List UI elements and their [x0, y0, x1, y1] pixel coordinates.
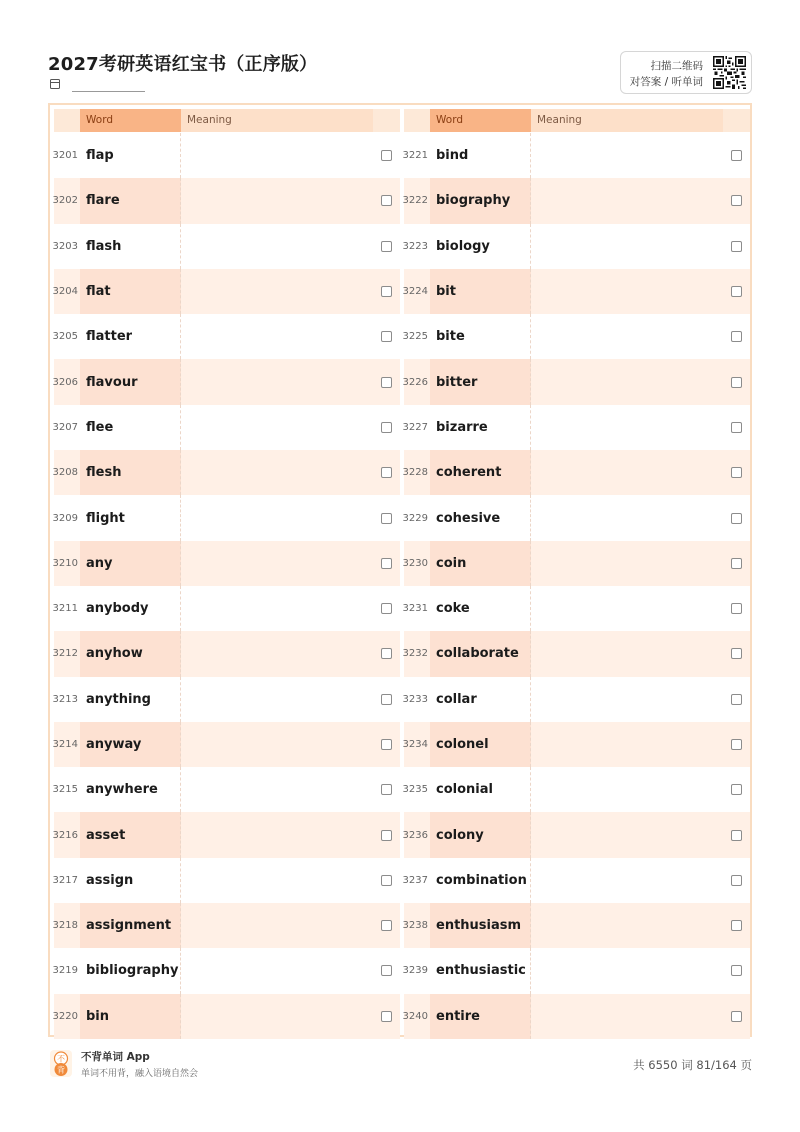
checkbox[interactable]: [731, 603, 742, 614]
word-number: 3229: [402, 512, 428, 524]
word-text: combination: [430, 858, 531, 903]
checkbox[interactable]: [731, 377, 742, 388]
word-number: 3202: [52, 195, 78, 207]
table-row: [54, 359, 400, 404]
word-text: flesh: [80, 450, 181, 495]
checkbox-cell: [373, 994, 400, 1039]
checkbox-cell: [723, 677, 750, 722]
checkbox-cell: [723, 314, 750, 359]
checkbox[interactable]: [381, 648, 392, 659]
word-number: 3222: [402, 195, 428, 207]
meaning-cell[interactable]: [181, 405, 373, 450]
meaning-cell[interactable]: [531, 858, 723, 903]
checkbox-cell: [723, 586, 750, 631]
word-number: 3232: [402, 648, 428, 660]
table-row: [404, 314, 750, 359]
checkbox[interactable]: [731, 286, 742, 297]
meaning-cell[interactable]: [531, 586, 723, 631]
word-number: 3237: [402, 874, 428, 886]
table-row: [404, 858, 750, 903]
word-number: 3214: [52, 739, 78, 750]
checkbox-cell: [723, 450, 750, 495]
table-row: [404, 722, 750, 767]
word-text: collaborate: [430, 631, 531, 676]
meaning-cell[interactable]: [531, 405, 723, 450]
table-row: [54, 586, 400, 631]
word-number: 3220: [52, 1010, 78, 1022]
checkbox-cell: [373, 133, 400, 178]
table-row: [54, 133, 400, 178]
word-text: bitter: [430, 359, 531, 404]
meaning-cell[interactable]: [531, 224, 723, 269]
meaning-cell[interactable]: [181, 178, 373, 223]
table-row: [54, 767, 400, 812]
checkbox-cell: [373, 858, 400, 903]
word-text: anyhow: [80, 631, 181, 676]
checkbox-cell: [373, 405, 400, 450]
table-row: [404, 450, 750, 495]
table-row: [404, 541, 750, 586]
checkbox-cell: [723, 495, 750, 540]
word-number: 3240: [402, 1010, 428, 1022]
meaning-cell[interactable]: [181, 269, 373, 314]
checkbox[interactable]: [381, 513, 392, 524]
table-row: [404, 586, 750, 631]
checkbox-cell: [723, 722, 750, 767]
qr-caption-line2: 对答案 / 听单词: [629, 76, 703, 88]
qr-panel[interactable]: [620, 51, 752, 94]
word-number: 3225: [402, 331, 428, 343]
checkbox-cell: [723, 767, 750, 812]
table-row: [404, 405, 750, 450]
word-number: 3210: [52, 557, 78, 569]
word-text: biography: [430, 178, 531, 223]
checkbox[interactable]: [381, 694, 392, 705]
checkbox[interactable]: [731, 558, 742, 569]
meaning-cell[interactable]: [181, 903, 373, 948]
meaning-cell[interactable]: [181, 677, 373, 722]
checkbox-cell: [373, 903, 400, 948]
word-number: 3208: [52, 467, 78, 479]
checkbox[interactable]: [731, 965, 742, 976]
checkbox[interactable]: [731, 739, 742, 750]
word-text: assign: [80, 858, 181, 903]
meaning-cell[interactable]: [181, 722, 373, 767]
checkbox[interactable]: [731, 513, 742, 524]
word-text: any: [80, 541, 181, 586]
checkbox[interactable]: [381, 150, 392, 161]
meaning-cell[interactable]: [531, 495, 723, 540]
checkbox[interactable]: [381, 603, 392, 614]
checkbox-cell: [373, 359, 400, 404]
checkbox-cell: [373, 450, 400, 495]
table-row: [404, 178, 750, 223]
table-header: [54, 109, 400, 132]
table-row: [54, 812, 400, 857]
word-text: flap: [80, 133, 181, 178]
checkbox[interactable]: [731, 150, 742, 161]
vocabulary-sheet: [48, 103, 752, 1037]
table-row: [54, 178, 400, 223]
checkbox-cell: [373, 767, 400, 812]
checkbox-cell: [373, 812, 400, 857]
word-text: flatter: [80, 314, 181, 359]
checkbox-cell: [373, 677, 400, 722]
word-number: 3227: [402, 421, 428, 433]
meaning-cell[interactable]: [181, 450, 373, 495]
word-text: bit: [430, 269, 531, 314]
calendar-icon: [50, 79, 60, 89]
word-text: entire: [430, 994, 531, 1039]
word-number: 3234: [402, 739, 428, 750]
meaning-cell[interactable]: [531, 903, 723, 948]
checkbox-cell: [723, 812, 750, 857]
table-row: [54, 631, 400, 676]
word-number: 3209: [52, 512, 78, 524]
checkbox[interactable]: [381, 875, 392, 886]
meaning-cell[interactable]: [181, 133, 373, 178]
checkbox[interactable]: [381, 739, 392, 750]
checkbox-cell: [373, 269, 400, 314]
word-number: 3218: [52, 920, 78, 932]
word-text: colonel: [430, 722, 531, 767]
logo-glyph-top: 不: [57, 1054, 65, 1064]
meaning-cell[interactable]: [181, 994, 373, 1039]
checkbox[interactable]: [381, 830, 392, 841]
checkbox[interactable]: [731, 830, 742, 841]
meaning-cell[interactable]: [181, 948, 373, 993]
checkbox-cell: [373, 314, 400, 359]
table-row: [54, 495, 400, 540]
table-row: [54, 269, 400, 314]
header-word: Word: [430, 109, 531, 132]
word-number: 3219: [52, 965, 78, 977]
word-text: flare: [80, 178, 181, 223]
checkbox-cell: [723, 994, 750, 1039]
table-row: [404, 269, 750, 314]
qr-caption-line1: 扫描二维码: [650, 60, 703, 72]
checkbox[interactable]: [381, 331, 392, 342]
table-header: [404, 109, 750, 132]
meaning-cell[interactable]: [531, 133, 723, 178]
checkbox-cell: [373, 948, 400, 993]
header-meaning: Meaning: [531, 109, 723, 132]
word-number: 3212: [52, 648, 78, 660]
word-number: 3235: [402, 784, 428, 796]
word-number: 3206: [52, 376, 78, 388]
table-row: [54, 450, 400, 495]
checkbox[interactable]: [731, 195, 742, 206]
meaning-cell[interactable]: [531, 948, 723, 993]
table-row: [54, 677, 400, 722]
word-number: 3211: [52, 603, 78, 615]
word-number: 3239: [402, 965, 428, 977]
table-row: [404, 631, 750, 676]
word-text: flee: [80, 405, 181, 450]
word-text: coin: [430, 541, 531, 586]
checkbox[interactable]: [731, 694, 742, 705]
page-title: 2027考研英语红宝书（正序版）: [48, 54, 318, 75]
checkbox-cell: [723, 948, 750, 993]
word-text: collar: [430, 677, 531, 722]
word-text: biology: [430, 224, 531, 269]
word-number: 3215: [52, 784, 78, 796]
checkbox-cell: [723, 903, 750, 948]
checkbox[interactable]: [381, 377, 392, 388]
word-text: colonial: [430, 767, 531, 812]
table-row: [54, 903, 400, 948]
meaning-cell[interactable]: [181, 359, 373, 404]
word-text: flavour: [80, 359, 181, 404]
word-list: [404, 133, 750, 1039]
meaning-cell[interactable]: [181, 858, 373, 903]
checkbox-cell: [373, 178, 400, 223]
checkbox-cell: [723, 858, 750, 903]
meaning-cell[interactable]: [181, 495, 373, 540]
table-row: [54, 858, 400, 903]
word-text: bite: [430, 314, 531, 359]
word-column-left: [54, 108, 400, 1035]
word-text: flash: [80, 224, 181, 269]
word-text: coke: [430, 586, 531, 631]
table-row: [54, 541, 400, 586]
table-row: [54, 405, 400, 450]
checkbox[interactable]: [381, 467, 392, 478]
qr-code-icon[interactable]: [713, 56, 746, 89]
meaning-cell[interactable]: [181, 586, 373, 631]
table-row: [54, 314, 400, 359]
meaning-cell[interactable]: [181, 224, 373, 269]
word-number: 3228: [402, 467, 428, 479]
word-text: asset: [80, 812, 181, 857]
checkbox[interactable]: [381, 195, 392, 206]
meaning-cell[interactable]: [531, 994, 723, 1039]
word-text: flat: [80, 269, 181, 314]
word-text: flight: [80, 495, 181, 540]
page-counter: 共 6550 词 81/164 页: [633, 1058, 752, 1072]
word-number: 3201: [52, 150, 78, 162]
checkbox-cell: [373, 541, 400, 586]
word-number: 3203: [52, 240, 78, 252]
checkbox-cell: [373, 586, 400, 631]
checkbox-cell: [723, 269, 750, 314]
checkbox[interactable]: [731, 241, 742, 252]
checkbox[interactable]: [731, 648, 742, 659]
checkbox[interactable]: [731, 875, 742, 886]
word-number: 3230: [402, 557, 428, 569]
word-text: anywhere: [80, 767, 181, 812]
word-number: 3231: [402, 603, 428, 615]
meaning-cell[interactable]: [531, 677, 723, 722]
word-number: 3221: [402, 150, 428, 162]
word-number: 3204: [52, 286, 78, 298]
qr-caption: [630, 58, 703, 90]
table-row: [404, 812, 750, 857]
word-number: 3205: [52, 331, 78, 343]
checkbox[interactable]: [381, 241, 392, 252]
word-number: 3216: [52, 829, 78, 841]
word-text: bind: [430, 133, 531, 178]
word-text: anything: [80, 677, 181, 722]
table-row: [404, 133, 750, 178]
checkbox[interactable]: [381, 920, 392, 931]
checkbox[interactable]: [381, 784, 392, 795]
meaning-cell[interactable]: [531, 541, 723, 586]
table-row: [404, 495, 750, 540]
app-logo-icon: [50, 1050, 72, 1077]
checkbox-cell: [373, 224, 400, 269]
checkbox[interactable]: [731, 1011, 742, 1022]
word-text: colony: [430, 812, 531, 857]
word-column-right: [404, 108, 750, 1035]
word-text: anyway: [80, 722, 181, 767]
word-number: 3233: [402, 693, 428, 705]
word-text: enthusiasm: [430, 903, 531, 948]
meaning-cell[interactable]: [531, 269, 723, 314]
logo-glyph-bottom: 背: [57, 1065, 65, 1075]
checkbox[interactable]: [731, 422, 742, 433]
header-word: Word: [80, 109, 181, 132]
word-number: 3226: [402, 376, 428, 388]
checkbox-cell: [373, 495, 400, 540]
word-number: 3238: [402, 920, 428, 932]
word-number: 3207: [52, 421, 78, 433]
word-number: 3224: [402, 286, 428, 298]
meaning-cell[interactable]: [181, 812, 373, 857]
checkbox[interactable]: [381, 558, 392, 569]
checkbox-cell: [723, 405, 750, 450]
checkbox[interactable]: [731, 467, 742, 478]
table-row: [54, 948, 400, 993]
checkbox-cell: [723, 133, 750, 178]
meaning-cell[interactable]: [531, 767, 723, 812]
word-number: 3223: [402, 240, 428, 252]
meaning-cell[interactable]: [531, 812, 723, 857]
checkbox-cell: [373, 722, 400, 767]
checkbox-cell: [373, 631, 400, 676]
checkbox[interactable]: [731, 920, 742, 931]
table-row: [404, 948, 750, 993]
meaning-cell[interactable]: [181, 541, 373, 586]
meaning-cell[interactable]: [181, 314, 373, 359]
word-text: coherent: [430, 450, 531, 495]
table-row: [54, 224, 400, 269]
checkbox[interactable]: [731, 331, 742, 342]
date-row: [50, 79, 60, 89]
checkbox[interactable]: [381, 1011, 392, 1022]
brand-slogan: 单词不用背，融入语境自然会: [81, 1069, 199, 1079]
table-row: [404, 677, 750, 722]
table-row: [404, 224, 750, 269]
word-text: bizarre: [430, 405, 531, 450]
checkbox[interactable]: [381, 965, 392, 976]
checkbox-cell: [723, 631, 750, 676]
table-row: [404, 359, 750, 404]
word-text: anybody: [80, 586, 181, 631]
checkbox[interactable]: [731, 784, 742, 795]
word-text: bin: [80, 994, 181, 1039]
word-text: cohesive: [430, 495, 531, 540]
checkbox-cell: [723, 541, 750, 586]
word-text: enthusiastic: [430, 948, 531, 993]
brand-name: 不背单词 App: [81, 1051, 150, 1063]
word-text: assignment: [80, 903, 181, 948]
checkbox[interactable]: [381, 286, 392, 297]
meaning-cell[interactable]: [181, 767, 373, 812]
checkbox[interactable]: [381, 422, 392, 433]
word-number: 3213: [52, 693, 78, 705]
date-field-line[interactable]: [72, 91, 145, 92]
meaning-cell[interactable]: [531, 314, 723, 359]
word-number: 3217: [52, 874, 78, 886]
word-number: 3236: [402, 829, 428, 841]
table-row: [54, 994, 400, 1039]
meaning-cell[interactable]: [181, 631, 373, 676]
meaning-cell[interactable]: [531, 178, 723, 223]
table-row: [404, 903, 750, 948]
table-row: [54, 722, 400, 767]
meaning-cell[interactable]: [531, 631, 723, 676]
checkbox-cell: [723, 178, 750, 223]
table-row: [404, 994, 750, 1039]
checkbox-cell: [723, 224, 750, 269]
word-list: [54, 133, 400, 1039]
meaning-cell[interactable]: [531, 359, 723, 404]
checkbox-cell: [723, 359, 750, 404]
table-row: [404, 767, 750, 812]
meaning-cell[interactable]: [531, 450, 723, 495]
word-text: bibliography: [80, 948, 181, 993]
header-meaning: Meaning: [181, 109, 373, 132]
meaning-cell[interactable]: [531, 722, 723, 767]
